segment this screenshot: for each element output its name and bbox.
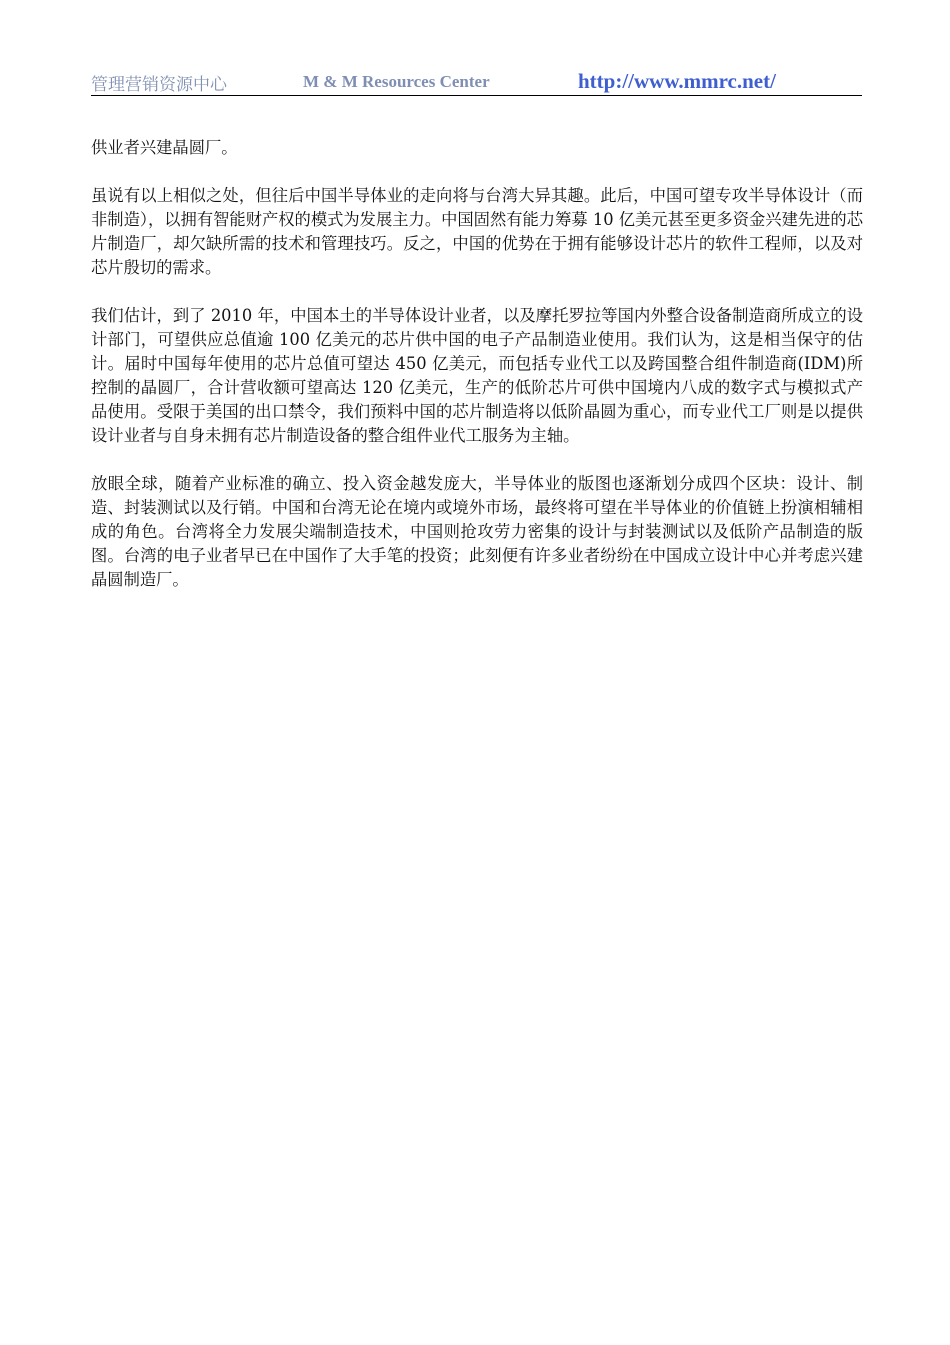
page-header xyxy=(91,68,862,96)
paragraph-3: 我们估计，到了 2010 年，中国本土的半导体设计业者，以及摩托罗拉等国内外整合设备制造商所成立的设计部门，可望供应总值逾 100 亿美元的芯片供中国的电子产品制造业使用。我们认为，这是相当保守的估计。届时中国每年使用的芯片总值可望达 450 亿美元，而包括专业代工以及跨国整合组件制造商(IDM)所控制的晶圆厂，合计营收额可望高达 120 亿美元，生产的低阶芯片可供中国境内八成的数字式与模拟式产品使用。受限于美国的出口禁令，我们预料中国的芯片制造将以低阶晶圆为重心，而专业代工厂则是以提供设计业者与自身未拥有芯片制造设备的整合组件业代工服务为主轴。 xyxy=(91,306,863,445)
header-org-english: M & M Resources Center xyxy=(303,72,490,91)
paragraph-1: 供业者兴建晶圆厂。 xyxy=(91,138,238,157)
paragraph-4: 放眼全球，随着产业标准的确立、投入资金越发庞大，半导体业的版图也逐渐划分成四个区块：设计、制造、封装测试以及行销。中国和台湾无论在境内或境外市场，最终将可望在半导体业的价值链上扮演相辅相成的角色。台湾将全力发展尖端制造技术，中国则抢攻劳力密集的设计与封装测试以及低阶产品制造的版图。台湾的电子业者早已在中国作了大手笔的投资；此刻便有许多业者纷纷在中国成立设计中心并考虑兴建晶圆制造厂。 xyxy=(91,474,863,589)
header-org-chinese: 管理营销资源中心 xyxy=(91,75,227,95)
header-website-link[interactable]: http://www.mmrc.net/ xyxy=(578,69,776,93)
document-body xyxy=(91,136,863,616)
paragraph-2: 虽说有以上相似之处，但往后中国半导体业的走向将与台湾大异其趣。此后，中国可望专攻半导体设计（而非制造），以拥有智能财产权的模式为发展主力。中国固然有能力筹募 10 亿美元甚至更多资金兴建先进的芯片制造厂，却欠缺所需的技术和管理技巧。反之，中国的优势在于拥有能够设计芯片的软件工程师，以及对芯片殷切的需求。 xyxy=(91,186,863,277)
